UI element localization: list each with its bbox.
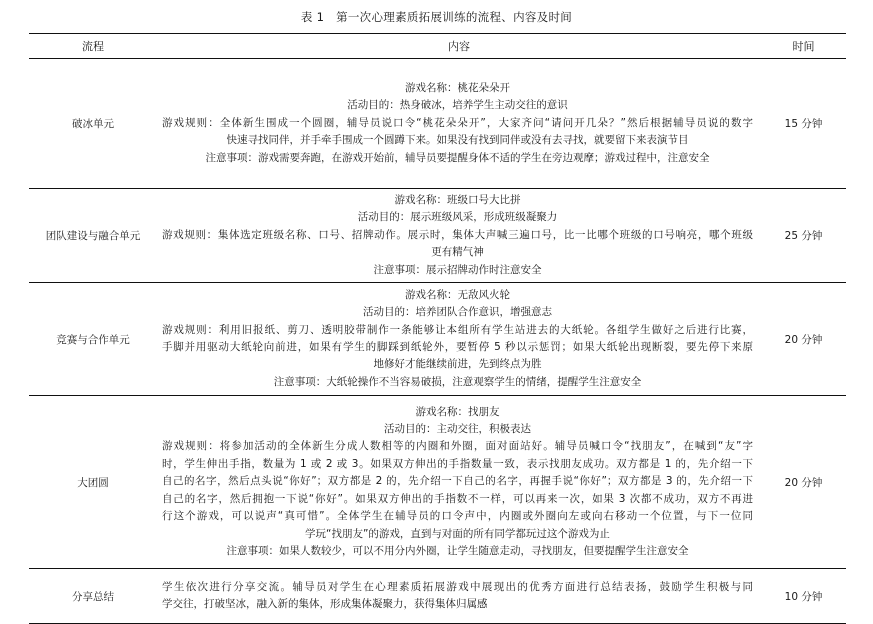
time-cell: 25 分钟 xyxy=(761,189,846,283)
content-line: 游戏名称：桃花朵朵开 xyxy=(405,81,510,94)
table-row xyxy=(29,59,846,189)
header-content: 内容 xyxy=(157,34,761,59)
content-line: 注意事项：如果人数较少，可以不用分内外圈，让学生随意走动，寻找朋友，但要提醒学生注意安全 xyxy=(226,544,689,557)
content-line: 注意事项：展示招牌动作时注意安全 xyxy=(373,263,542,276)
content-line: 游戏名称：无敌风火轮 xyxy=(405,288,510,301)
content-line: 活动目的：主动交往，积极表达 xyxy=(384,423,531,436)
content-line: 活动目的：热身破冰，培养学生主动交往的意识 xyxy=(347,99,568,112)
content-line: 注意事项：大纸轮操作不当容易破损，注意观察学生的情绪，提醒学生注意安全 xyxy=(273,375,642,388)
content-line: 更有精气神 xyxy=(431,246,484,259)
content-line: 学玩“找朋友”的游戏，直到与对面的所有同学都玩过这个游戏为止 xyxy=(305,527,610,540)
content-line: 时，学生伸出手指，数量为 1 或 2 或 3。如果双方伸出的手指数量一致，表示找朋友成功。双方都是 1 的，先介绍一下 xyxy=(162,457,753,470)
content-line: 学交往，打破坚冰，融入新的集体，形成集体凝聚力，获得集体归属感 xyxy=(162,598,488,610)
content-line: 行这个游戏，可以说声“真可惜”。全体学生在辅导员的口令声中，内圈或外圈向左或向右移动一个位置，与下一位同 xyxy=(162,510,753,523)
content-line: 游戏规则：全体新生围成一个圆圈，辅导员说口令“桃花朵朵开”，大家齐问“请问开几朵？”然后根据辅导员说的数字 xyxy=(162,116,753,129)
process-cell: 竞赛与合作单元 xyxy=(29,283,157,396)
header-process: 流程 xyxy=(29,34,157,59)
content-line: 学生依次进行分享交流。辅导员对学生在心理素质拓展游戏中展现出的优秀方面进行总结表扬，鼓励学生积极与同 xyxy=(162,580,753,593)
process-cell: 破冰单元 xyxy=(29,59,157,189)
content-line: 快速寻找同伴，并手牵手围成一个圆蹲下来。如果没有找到同伴或没有去寻找，就要留下来表演节目 xyxy=(226,134,689,147)
content-line: 游戏规则：集体选定班级名称、口号、招牌动作。展示时，集体大声喊三遍口号，比一比哪个班级的口号响亮，哪个班级 xyxy=(162,228,753,241)
content-line: 活动目的：培养团队合作意识，增强意志 xyxy=(363,306,552,319)
content-line: 地修好才能继续前进，先到终点为胜 xyxy=(373,358,542,371)
content-line: 游戏名称：找朋友 xyxy=(415,405,500,418)
content-line: 自己的名字，然后点头说“你好”；双方都是 2 的，先介绍一下自己的名字，再握手说“你好”；双方都是 3 的，先介绍一下 xyxy=(162,475,753,488)
time-cell: 15 分钟 xyxy=(761,59,846,189)
content-line: 注意事项：游戏需要奔跑，在游戏开始前，辅导员要提醒身体不适的学生在旁边观摩；游戏过程中，注意安全 xyxy=(205,151,710,164)
table-row xyxy=(29,396,846,569)
content-cell xyxy=(157,396,761,569)
table-caption: 表 1 第一次心理素质拓展训练的流程、内容及时间 xyxy=(300,10,573,24)
content-cell xyxy=(157,569,761,624)
table-row xyxy=(29,283,846,396)
content-cell xyxy=(157,189,761,283)
content-line: 手脚并用驱动大纸轮向前进，如果有学生的脚踩到纸轮外，要暂停 5 秒以示惩罚；如果大纸轮出现断裂，要先停下来原 xyxy=(162,341,753,353)
content-line: 自己的名字，然后拥抱一下说“你好”。如果双方伸出的手指数不一样，可以再来一次，如果 3 次都不成功，双方不再进 xyxy=(162,492,753,505)
process-cell: 团队建设与融合单元 xyxy=(29,189,157,283)
content-cell xyxy=(157,59,761,189)
table-header-row xyxy=(29,34,846,59)
process-cell: 分享总结 xyxy=(29,569,157,624)
time-cell: 20 分钟 xyxy=(761,283,846,396)
content-line: 活动目的：展示班级风采，形成班级凝聚力 xyxy=(357,211,558,224)
training-table xyxy=(29,33,846,624)
content-cell xyxy=(157,283,761,396)
table-row xyxy=(29,569,846,624)
content-line: 游戏规则：利用旧报纸、剪刀、透明胶带制作一条能够让本组所有学生站进去的大纸轮。各组学生做好之后进行比赛， xyxy=(162,323,753,336)
process-cell: 大团圆 xyxy=(29,396,157,569)
header-time: 时间 xyxy=(761,34,846,59)
time-cell: 10 分钟 xyxy=(761,569,846,624)
time-cell: 20 分钟 xyxy=(761,396,846,569)
table-row xyxy=(29,189,846,283)
content-line: 游戏名称：班级口号大比拼 xyxy=(394,193,521,206)
content-line: 游戏规则：将参加活动的全体新生分成人数相等的内圈和外圈，面对面站好。辅导员喊口令“找朋友”，在喊到“友”字 xyxy=(162,440,753,453)
